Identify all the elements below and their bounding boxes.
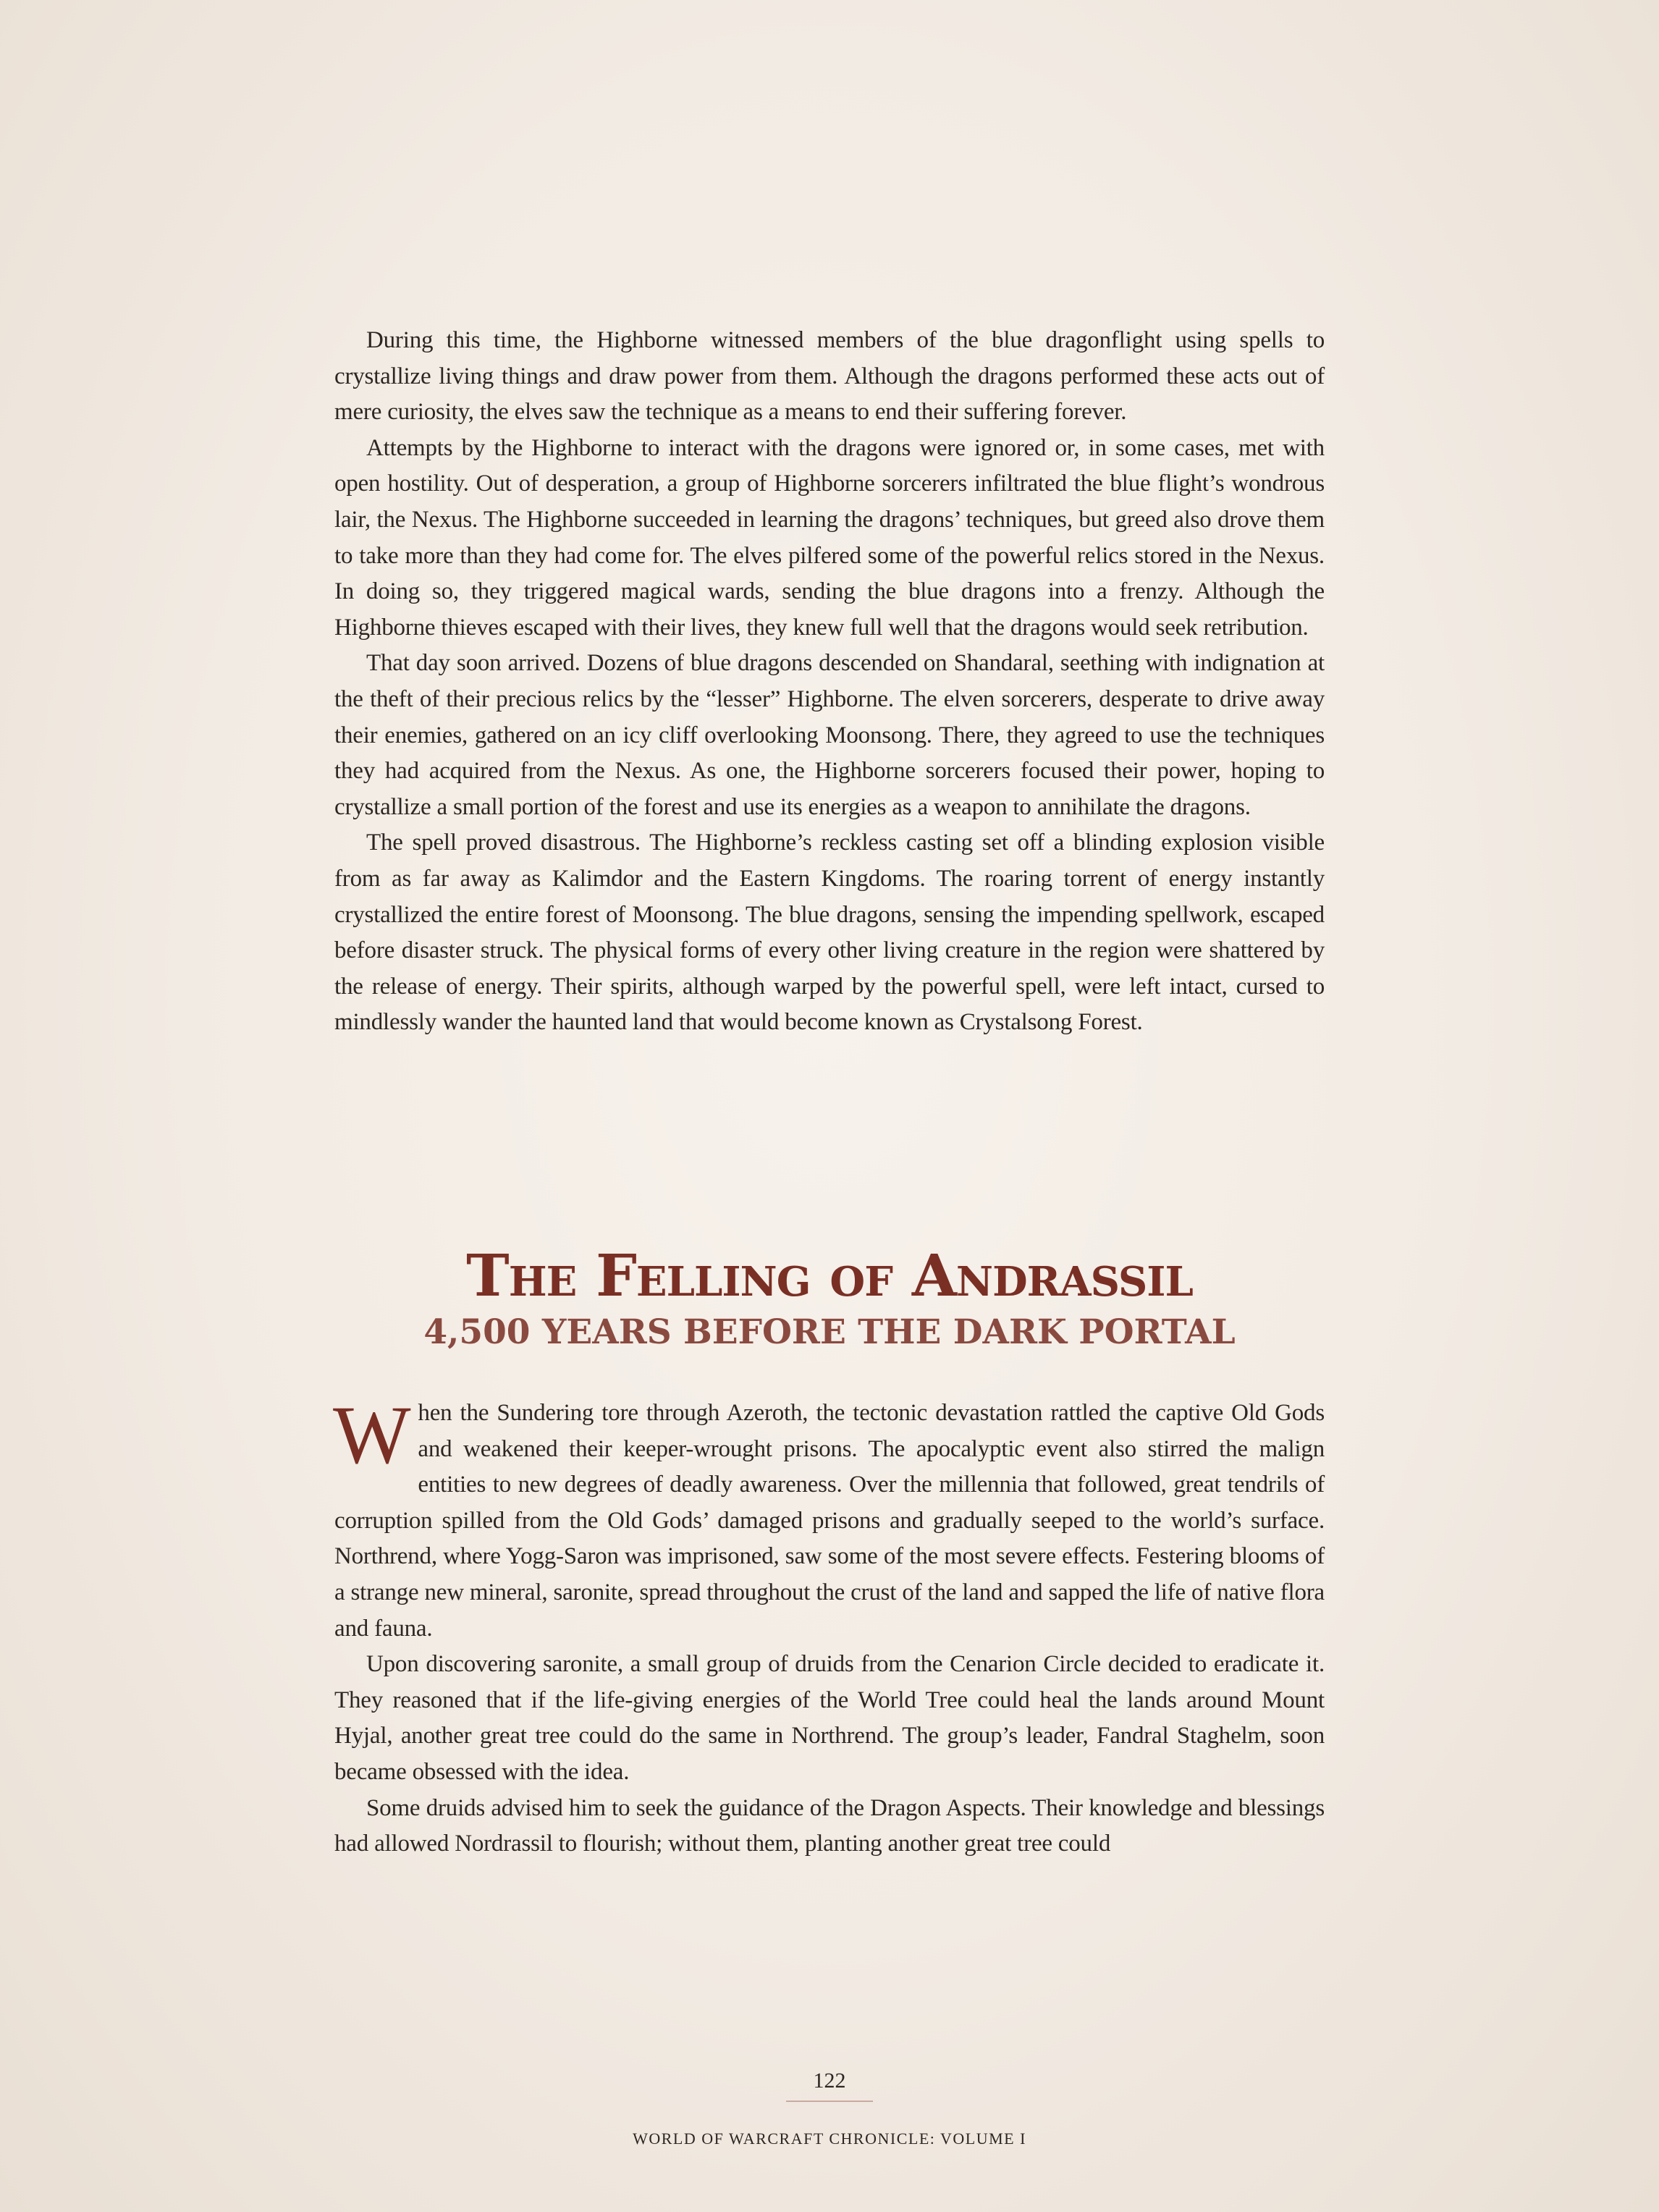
opening-paragraph-text: hen the Sundering tore through Azeroth, the tectonic devastation rattled the captive Old Gods and weakened their keeper-wrought prisons. The apocalyptic event also stirred the malign entities to new degrees of deadly awareness. Over the millennia that followed, great tendrils of corruption spilled from the Old Gods’ damaged prisons and gradually seeped to the world’s surface. Northrend, where Yogg-Saron was imprisoned, saw some of the most severe effects. Festering blooms of a strange new mineral, saronite, spread throughout the crust of the land and sapped the life of native flora and fauna.	[334, 1400, 1325, 1642]
section-two-text	[333, 1389, 1325, 1862]
section-subtitle: 4,500 YEARS BEFORE THE DARK PORTAL	[423, 1312, 1236, 1352]
body-paragraph: Upon discovering saronite, a small group of druids from the Cenarion Circle decided to eradicate it. They reasoned that if the life-giving energies of the World Tree could heal the lands around Mount Hyjal, another great tree could do the same in Northrend. The group’s leader, Fandral Staghelm, soon became obsessed with the idea.	[334, 1651, 1325, 1785]
page-number: 122	[813, 2069, 846, 2093]
body-paragraph: During this time, the Highborne witnessed members of the blue dragonflight using spells to crystallize living things and draw power from them. Although the dragons performed these acts out of mere curiosity, the elves saw the technique as a means to end their suffering forever.	[334, 327, 1325, 426]
section-title: The Felling of Andrassil	[466, 1241, 1193, 1309]
body-paragraph: Some druids advised him to seek the guidance of the Dragon Aspects. Their knowledge and blessings had allowed Nordrassil to flourish; without them, planting another great tree could	[334, 1794, 1325, 1857]
body-paragraph: That day soon arrived. Dozens of blue dragons descended on Shandaral, seething with indignation at the theft of their precious relics by the “lesser” Highborne. The elven sorcerers, desperate to drive away their enemies, gathered on an icy cliff overlooking Moonsong. There, they agreed to use the techniques they had acquired from the Nexus. As one, the Highborne sorcerers focused their power, hoping to crystallize a small portion of the forest and use its energies as a weapon to annihilate the dragons.	[334, 650, 1325, 820]
body-paragraph: The spell proved disastrous. The Highborne’s reckless casting set off a blinding explosion visible from as far away as Kalimdor and the Eastern Kingdoms. The roaring torrent of energy instantly crystallized the entire forest of Moonsong. The blue dragons, sensing the impending spellwork, escaped before disaster struck. The physical forms of every other living creature in the region were shattered by the release of energy. Their spirits, although warped by the powerful spell, were left intact, cursed to mindlessly wander the haunted land that would become known as Crystalsong Forest.	[334, 830, 1325, 1036]
footer-divider	[786, 2101, 873, 2102]
body-paragraph: Attempts by the Highborne to interact with the dragons were ignored or, in some cases, met with open hostility. Out of desperation, a group of Highborne sorcerers infiltrated the blue flight’s wondrous lair, the Nexus. The Highborne succeeded in learning the dragons’ techniques, but greed also drove them to take more than they had come for. The elves pilfered some of the powerful relics stored in the Nexus. In doing so, they triggered magical wards, sending the blue dragons into a frenzy. Although the Highborne thieves escaped with their lives, they knew full well that the dragons would seek retribution.	[334, 434, 1325, 641]
section-one-text	[334, 323, 1325, 1041]
opening-paragraph	[333, 1389, 1325, 1647]
drop-cap: W	[333, 1389, 411, 1481]
section-heading	[334, 1239, 1325, 1354]
running-footer: WORLD OF WARCRAFT CHRONICLE: VOLUME I	[633, 2129, 1026, 2148]
